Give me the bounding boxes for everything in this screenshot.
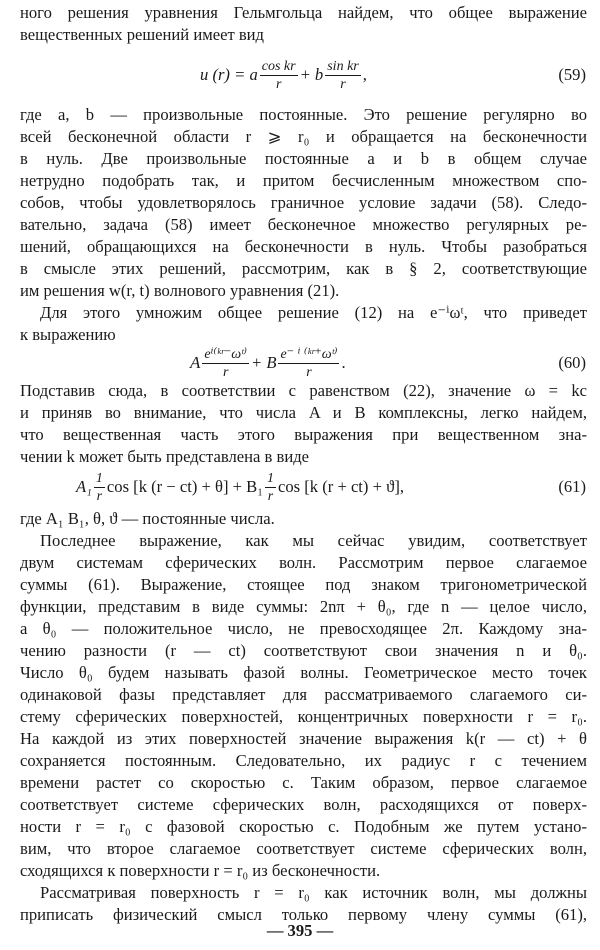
denominator: r bbox=[267, 488, 274, 504]
numerator: 1 bbox=[95, 470, 103, 486]
numerator: cos kr bbox=[261, 58, 296, 74]
eq-term: cos [k (r + ct) + ϑ], bbox=[278, 477, 404, 497]
text-line: Число θ₀ будем называть фазой волны. Геометрическое место точек bbox=[20, 663, 587, 682]
fraction bbox=[265, 471, 276, 504]
numerator: e⁻ ⁱ ⁽ᵏʳ⁺ωᵗ⁾ bbox=[280, 346, 338, 362]
text-line: в нуль. Две произвольные постоянные a и b в общем случае bbox=[20, 149, 587, 168]
text-line: ного решения уравнения Гельмгольца найдем, что общее выражение bbox=[20, 3, 587, 22]
numerator: sin kr bbox=[327, 58, 359, 74]
text-line: сходящихся к поверхности r = r₀ из бесконечности. bbox=[20, 861, 381, 880]
text-line: Для этого умножим общее решение (12) на e⁻ⁱωᵗ, что приведет bbox=[40, 303, 587, 322]
text-line: функции, представим в виде суммы: 2nπ + θ₀, где n — целое число, bbox=[20, 597, 587, 616]
fraction bbox=[260, 59, 298, 92]
text-line: ности r = r₀ с фазовой скоростью c. Подобным же путем устано- bbox=[20, 817, 587, 836]
numerator: eⁱ⁽ᵏʳ⁻ωᵗ⁾ bbox=[204, 346, 247, 362]
text-line: Подставив сюда, в соответствии с равенством (22), значение ω = kc bbox=[20, 381, 587, 400]
fraction bbox=[325, 59, 361, 92]
eq-coef: A₁ bbox=[76, 477, 92, 497]
text-line: к выражению bbox=[20, 325, 116, 344]
denominator: r bbox=[96, 488, 103, 504]
text-line: соответствует системе сферических волн, расходящихся от поверх- bbox=[20, 795, 587, 814]
denominator: r bbox=[275, 76, 282, 92]
eq-punct: , bbox=[362, 65, 367, 85]
text-line: Рассматривая поверхность r = r₀ как источник волн, мы должны bbox=[40, 883, 587, 902]
text-line: Последнее выражение, как мы сейчас увидим, соответствует bbox=[40, 531, 587, 550]
eq-term: cos [k (r − ct) + θ] + B₁ bbox=[106, 477, 263, 497]
text-line: двум системам сферических волн. Рассмотрим первое слагаемое bbox=[20, 553, 587, 572]
text-line: шений, обращающихся на бесконечности в нуль. Чтобы разобраться bbox=[20, 237, 587, 256]
text-line: стему сферических поверхностей, концентричных поверхности r = r₀. bbox=[20, 707, 587, 726]
eq-lhs: u (r) = a bbox=[200, 65, 258, 85]
equation-59 bbox=[0, 52, 600, 98]
text-line: времени растет со скоростью c. Таким образом, первое слагаемое bbox=[20, 773, 587, 792]
equation-number: (61) bbox=[558, 477, 586, 496]
text-line: приписать физический смысл только первому члену суммы (61), bbox=[20, 905, 587, 924]
text-line: нетрудно подобрать так, и притом бесчисленным множеством спо- bbox=[20, 171, 587, 190]
eq-term: + b bbox=[299, 65, 324, 85]
text-line: чении k может быть представлена в виде bbox=[20, 447, 310, 466]
fraction bbox=[278, 347, 339, 380]
eq-term: + B bbox=[250, 353, 277, 373]
page-number: — 395 — bbox=[266, 921, 334, 940]
text-line: что вещественная часть этого выражения при вещественном зна- bbox=[20, 425, 587, 444]
text-line: вим, что второе слагаемое соответствует системе сферических волн, bbox=[20, 839, 587, 858]
text-line: сохраняется постоянным. Следовательно, их радиус r с течением bbox=[20, 751, 587, 770]
equation-number: (59) bbox=[558, 65, 586, 84]
text-line: вещественных решений имеет вид bbox=[20, 25, 264, 44]
equation-61 bbox=[0, 464, 600, 510]
text-line: всей бесконечной области r ⩾ r₀ и обращается на бесконечности bbox=[20, 127, 587, 146]
text-line: На каждой из этих поверхностей значение выражения k(r — ct) + θ bbox=[20, 729, 587, 748]
eq-coef: A bbox=[190, 353, 201, 373]
fraction bbox=[202, 347, 249, 380]
text-line: одинаковой фазы представляет для рассматриваемого слагаемого си- bbox=[20, 685, 587, 704]
text-line: собов, чтобы удовлетворялось граничное условие задачи (58). Следо- bbox=[20, 193, 587, 212]
text-line: вательно, задача (58) имеет бесконечное множество регулярных ре- bbox=[20, 215, 587, 234]
denominator: r bbox=[222, 364, 229, 380]
denominator: r bbox=[306, 364, 312, 380]
text-line: в смысле этих решений, рассмотрим, как в § 2, соответствующие bbox=[20, 259, 587, 278]
text-line: а θ₀ — положительное число, не превосходящее 2π. Каждому зна- bbox=[20, 619, 587, 638]
text-line: где a, b — произвольные постоянные. Это решение регулярно во bbox=[20, 105, 587, 124]
text-line: и приняв во внимание, что числа A и B комплексны, легко найдем, bbox=[20, 403, 587, 422]
text-line: им решения w(r, t) волнового уравнения (21). bbox=[20, 281, 340, 300]
denominator: r bbox=[340, 76, 346, 92]
numerator: 1 bbox=[267, 470, 274, 486]
equation-number: (60) bbox=[558, 353, 586, 372]
text-line: где A₁ B₁, θ, ϑ — постоянные числа. bbox=[20, 509, 275, 528]
text-line: чению разности (r — ct) соответствуют свои значения n и θ₀. bbox=[20, 641, 587, 660]
fraction bbox=[94, 471, 105, 504]
text-line: суммы (61). Выражение, стоящее под знаком тригонометрической bbox=[20, 575, 587, 594]
eq-punct: . bbox=[341, 353, 346, 373]
